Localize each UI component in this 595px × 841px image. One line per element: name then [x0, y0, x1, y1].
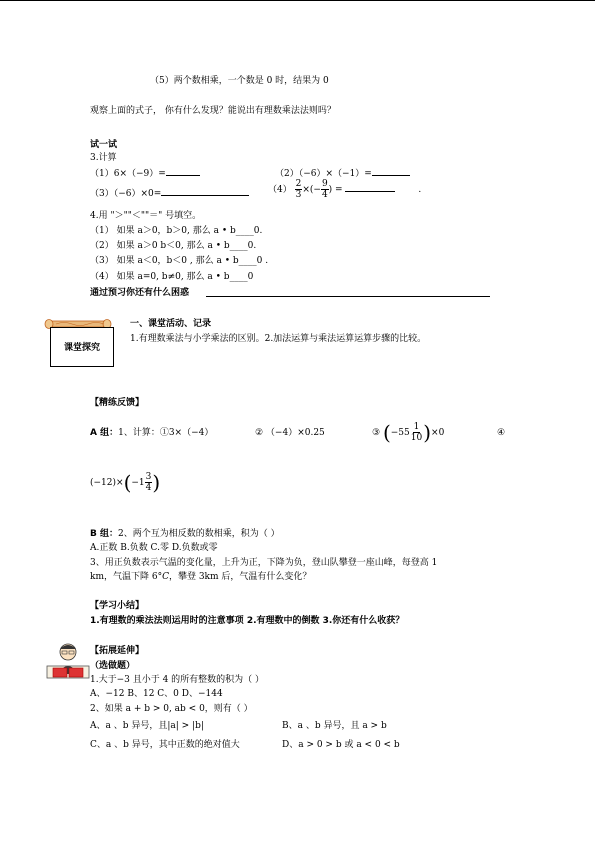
q3-item3: （3）（−6）×0=: [90, 186, 249, 200]
q4-item4: （4） 如果 a=0, b≠0, 那么 a • b____0: [90, 272, 254, 282]
a-group-q1: A 组：1、计算：①3×（−4）: [90, 428, 214, 438]
try-heading: 试一试: [90, 140, 118, 150]
extension-heading: 【拓展延伸】: [90, 646, 145, 656]
extension-q2-option-a: A、a 、b 异号，且|a| > |b|: [90, 721, 204, 731]
summary-content: 1.有理数的乘法法则运用时的注意事项 2.有理数中的倒数 3.你还有什么收获？: [90, 616, 405, 626]
extension-q1-options: A、−12 B、12 C、0 D、−144: [90, 689, 223, 699]
summary-heading: 【学习小结】: [90, 601, 145, 611]
teacher-icon: [45, 640, 91, 680]
classroom-box: [50, 327, 114, 367]
a-group-q2: ② （−4）×0.25: [255, 428, 325, 438]
b-group-options: A.正数 B.负数 C.零 D.负数或零: [90, 543, 218, 553]
q3-item4: （4） $\frac{2}{3}$ ×(− $\frac{9}{4}$ ) = .: [268, 179, 422, 200]
a-group-q4-marker: ④: [497, 428, 506, 438]
a-group-q3: ③ (−55 $\frac{1}{10}$ )×0: [372, 420, 445, 445]
feedback-q3-line2: km，气温下降 6°C，攀登 3km 后，气温有什么变化？: [90, 572, 312, 582]
extension-q2-option-d: D、a > 0 > b 或 a < 0 < b: [282, 740, 400, 750]
b-group-q2: B 组：2、两个互为相反数的数相乘，积为（ ）: [90, 529, 280, 539]
classroom-content: 1.有理数乘法与小学乘法的区别。2.加法运算与乘法运算运算步骤的比较。: [130, 334, 427, 344]
feedback-heading: 【精练反馈】: [90, 398, 145, 408]
q3-title: 3.计算: [90, 153, 117, 163]
classroom-box-label: 课堂探究: [63, 343, 100, 353]
answer-blank[interactable]: [345, 182, 395, 192]
preview-question: 通过预习你还有什么困惑: [90, 288, 190, 298]
extension-q2: 2、如果 a + b > 0, ab < 0，则有（ ）: [90, 704, 253, 714]
q3-item2: （2）（−6）×（−1）=: [275, 166, 410, 180]
q4-title: 4.用 "＞""＜""＝" 号填空。: [90, 211, 202, 221]
a-group-q4: (−12)×(−1 $\frac{3}{4}$ ): [90, 470, 161, 495]
intro-item5: （5）两个数相乘，一个数是 0 时，结果为 0: [150, 76, 329, 86]
classroom-heading: 一、课堂活动、记录: [130, 319, 212, 329]
answer-blank[interactable]: [166, 166, 200, 176]
q3-item1: （1）6×（−9）=: [90, 166, 200, 180]
extension-q2-option-c: C、a 、b 异号，其中正数的绝对值大: [90, 740, 240, 750]
q4-item2: （2） 如果 a＞0 b＜0, 那么 a • b____0.: [90, 241, 257, 251]
q4-item3: （3） 如果 a＜0，b＜0 , 那么 a • b____0 .: [90, 256, 269, 266]
feedback-q3-line1: 3、用正负数表示气温的变化量，上升为正，下降为负，登山队攀登一座山峰，每登高 1: [90, 558, 438, 568]
extension-q2-option-b: B、a 、b 异号，且 a > b: [282, 721, 387, 731]
answer-blank[interactable]: [161, 186, 249, 196]
answer-blank[interactable]: [372, 166, 410, 176]
q4-item1: （1） 如果 a＞0，b＞0, 那么 a • b____0.: [90, 226, 263, 236]
intro-observe: 观察上面的式子， 你有什么发现？能说出有理数乘法法则吗？: [90, 106, 336, 116]
header-rule: [0, 0, 595, 1]
extension-q1: 1.大于−3 且小于 4 的所有整数的积为（ ）: [90, 675, 265, 685]
extension-optional: （选做题）: [90, 661, 136, 671]
preview-answer-line[interactable]: [206, 296, 490, 297]
